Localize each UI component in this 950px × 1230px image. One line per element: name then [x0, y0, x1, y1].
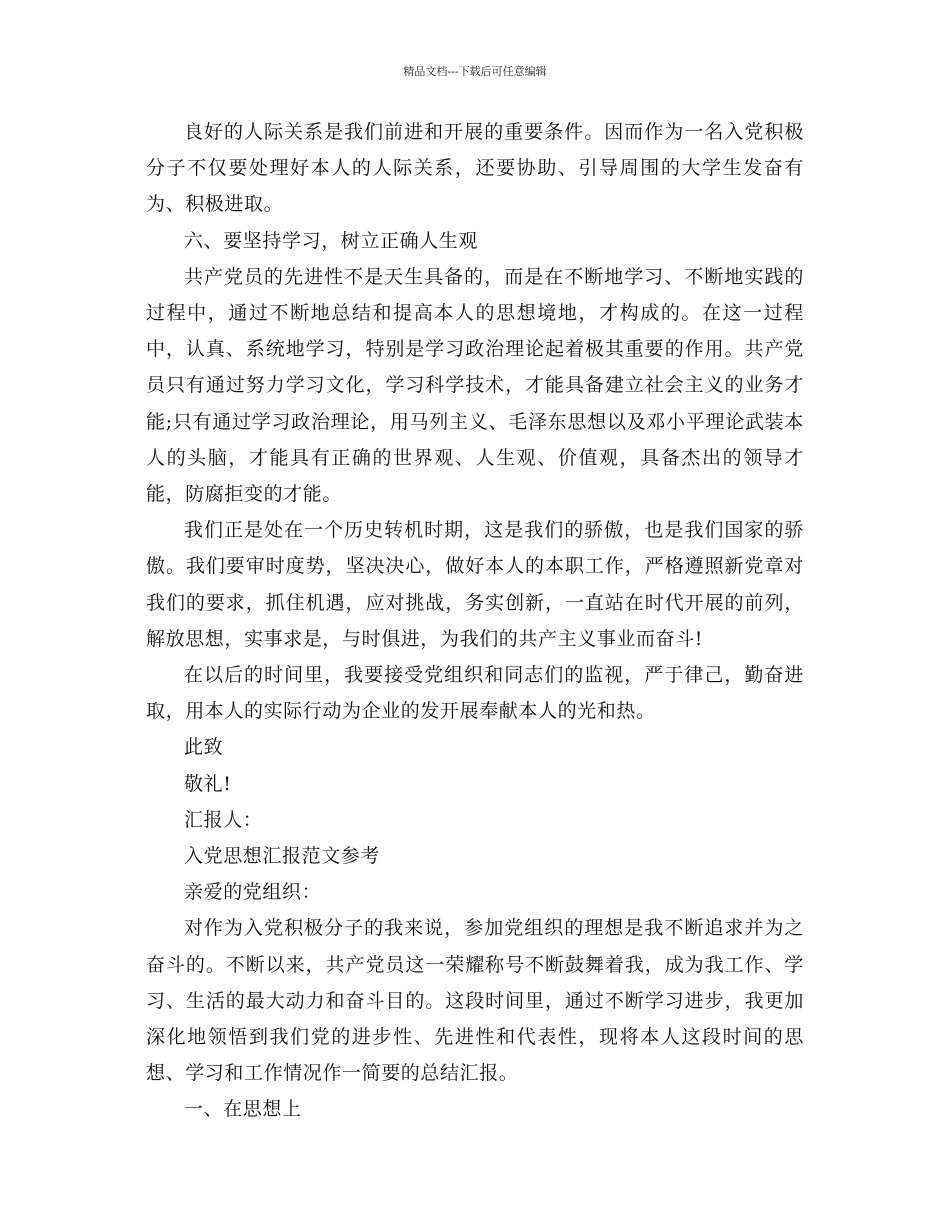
document-body — [146, 114, 804, 1128]
paragraph-era: 我们正是处在一个历史转机时期，这是我们的骄傲，也是我们国家的骄傲。我们要审时度势，坚决决心，做好本人的本职工作，严格遵照新党章对我们的要求，抓住机遇，应对挑战，务实创新，一直站在时代开展的前列，解放思想，实事求是，与时俱进，为我们的共产主义事业而奋斗! — [146, 519, 804, 650]
paragraph-study: 共产党员的先进性不是天生具备的，而是在不断地学习、不断地实践的过程中，通过不断地总结和提高本人的思想境地，才构成的。在这一过程中，认真、系统地学习，特别是学习政治理论起着极其重要的作用。共产党员只有通过努力学习文化，学习科学技术，才能具备建立社会主义的业务才能;只有通过学习政治理论，用马列主义、毛泽东思想以及邓小平理论武装本人的头脑，才能具有正确的世界观、人生观、价值观，具备杰出的领导才能，防腐拒变的才能。 — [146, 265, 804, 506]
paragraph-interpersonal: 良好的人际关系是我们前进和开展的重要条件。因而作为一名入党积极分子不仅要处理好本人的人际关系，还要协助、引导周围的大学生发奋有为、积极进取。 — [146, 121, 804, 216]
section-heading-one: 一、在思想上 — [184, 1098, 302, 1121]
section-heading-six: 六、要坚持学习，树立正确人生观 — [184, 229, 479, 252]
reporter-label: 汇报人： — [184, 808, 263, 831]
paragraph-future: 在以后的时间里，我要接受党组织和同志们的监视，严于律己，勤奋进取，用本人的实际行动为企业的发开展奉献本人的光和热。 — [146, 664, 804, 723]
page-header: 精品文档---下载后可任意编辑 — [403, 65, 547, 78]
closing-regards: 敬礼! — [184, 772, 232, 795]
report-title: 入党思想汇报范文参考 — [184, 845, 381, 868]
paragraph-ideal: 对作为入党积极分子的我来说，参加党组织的理想是我不断追求并为之奋斗的。不断以来，共产党员这一荣耀称号不断鼓舞着我，成为我工作、学习、生活的最大动力和奋斗目的。这段时间里，通过不断学习进步，我更加深化地领悟到我们党的进步性、先进性和代表性，现将本人这段时间的思想、学习和工作情况作一简要的总结汇报。 — [146, 917, 804, 1085]
closing-salutation: 此致 — [184, 736, 224, 759]
greeting: 亲爱的党组织： — [184, 881, 322, 904]
